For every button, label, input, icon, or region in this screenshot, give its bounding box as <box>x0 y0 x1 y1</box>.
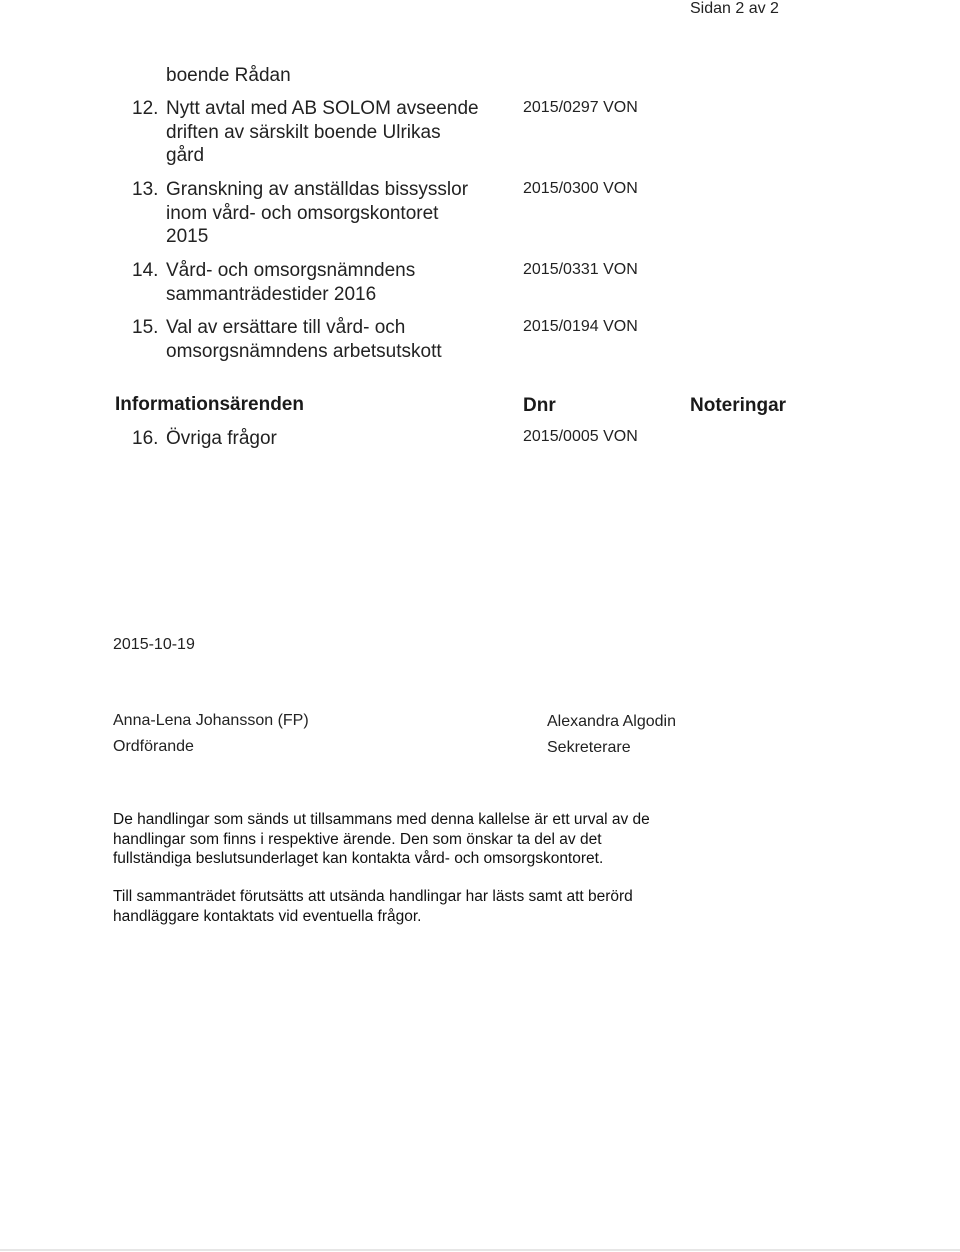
info-paragraph <box>113 810 733 869</box>
item-line: omsorgsnämndens arbetsutskott <box>166 340 442 362</box>
item-line: sammanträdestider 2016 <box>166 283 377 305</box>
item-dnr: 2015/0194 VON <box>523 318 638 335</box>
column-heading-notes: Noteringar <box>690 395 787 416</box>
item-line: gård <box>166 145 205 166</box>
continuation-text: boende Rådan <box>166 65 291 86</box>
signature-role-secretary: Sekreterare <box>547 739 631 756</box>
item-line: Vård- och omsorgsnämndens <box>166 260 416 281</box>
paragraph-line: De handlingar som sänds ut tillsammans med denna kallelse är ett urval av de <box>113 811 650 828</box>
item-title <box>166 316 506 363</box>
signature-role-chair: Ordförande <box>113 738 194 755</box>
paragraph-line: handlingar som finns i respektive ärende. Den som önskar ta del av det <box>113 830 602 848</box>
item-number: 16. <box>132 428 159 449</box>
item-number: 15. <box>132 317 159 338</box>
item-title <box>166 259 506 306</box>
item-number: 12. <box>132 98 159 119</box>
section-heading-information: Informationsärenden <box>115 394 304 415</box>
item-dnr: 2015/0297 VON <box>523 99 638 116</box>
item-line: Nytt avtal med AB SOLOM avseende <box>166 98 479 119</box>
agenda-item <box>132 259 532 307</box>
agenda-item <box>132 178 532 250</box>
agenda-item <box>132 97 532 169</box>
item-number: 13. <box>132 179 159 200</box>
item-line: Val av ersättare till vård- och <box>166 317 406 338</box>
paragraph-line: Till sammanträdet förutsätts att utsända handlingar har lästs samt att berörd <box>113 888 633 905</box>
item-line: inom vård- och omsorgskontoret <box>166 202 439 224</box>
item-dnr: 2015/0331 VON <box>523 261 638 278</box>
item-dnr: 2015/0005 VON <box>523 428 638 445</box>
signature-name-chair: Anna-Lena Johansson (FP) <box>113 712 309 729</box>
signature-name-secretary: Alexandra Algodin <box>547 713 676 730</box>
page-number: Sidan 2 av 2 <box>690 0 779 17</box>
item-number: 14. <box>132 260 159 281</box>
agenda-item <box>132 316 532 364</box>
paragraph-line: handläggare kontaktats vid eventuella frågor. <box>113 907 422 925</box>
document-date: 2015-10-19 <box>113 636 195 653</box>
item-dnr: 2015/0300 VON <box>523 180 638 197</box>
agenda-item <box>132 427 532 451</box>
column-heading-dnr: Dnr <box>523 395 556 416</box>
item-line: driften av särskilt boende Ulrikas <box>166 121 441 143</box>
item-line: 2015 <box>166 226 209 247</box>
info-paragraph <box>113 887 733 926</box>
item-title <box>166 97 506 168</box>
scan-edge-divider <box>0 1249 960 1251</box>
item-title <box>166 178 506 249</box>
item-line: Granskning av anställdas bissysslor <box>166 179 469 200</box>
paragraph-line: fullständiga beslutsunderlaget kan kontakta vård- och omsorgskontoret. <box>113 850 604 867</box>
item-title: Övriga frågor <box>166 428 277 449</box>
